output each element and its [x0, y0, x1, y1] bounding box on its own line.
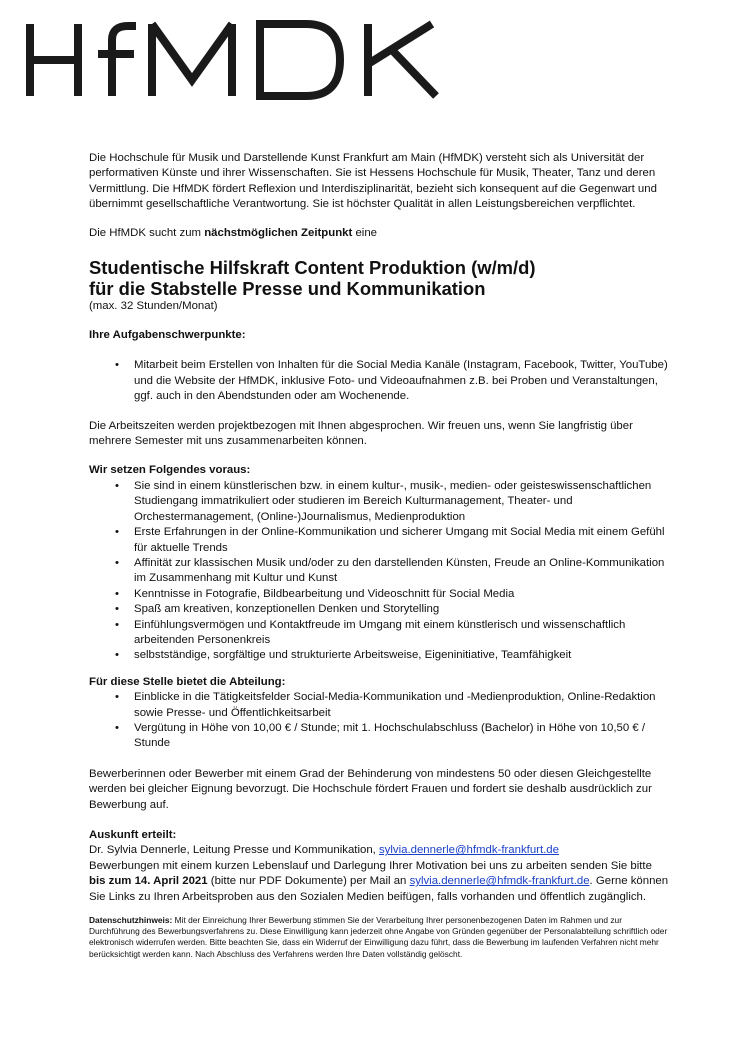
- job-posting: [89, 151, 669, 960]
- contact-email-link[interactable]: sylvia.dennerle@hfmdk-frankfurt.de: [378, 844, 559, 857]
- list-item: • Einfühlungsvermögen und Kontaktfreude im Umgang mit einem künstlerisch und wissenschaftlich arbeitenden Personenkreis: [89, 618, 669, 649]
- apply-email-link[interactable]: sylvia.dennerle@hfmdk-frankfurt.de: [409, 875, 590, 888]
- list-item: • Affinität zur klassischen Musik und/oder zu den darstellenden Künsten, Freude an Online-Kommunikation im Zusammenhang mit Kultur und Kunst: [89, 556, 669, 587]
- list-item: • Mitarbeit beim Erstellen von Inhalten für die Social Media Kanäle (Instagram, Facebook, Twitter, YouTube) und die Website der HfMDK, inklusive Foto- und Videoaufnahmen z.B. bei Proben und Veranstaltungen, ggf. auch in den Abendstunden oder am Wochenende.: [89, 358, 669, 404]
- privacy-text: Mit der Einreichung Ihrer Bewerbung stimmen Sie der Verarbeitung Ihrer personenbezogenen Daten im Rahmen und zur Durchführung des Bewerbungsverfahrens zu. Diese Einwilligung kann jederzeit ohne Angabe von Gründen gegenüber der Personalabteilung schriftlich oder elektronisch widerrufen werden. Bitte beachten Sie, dass ein Widerruf der Einwilligung dazu führt, dass die Bewerbung im laufenden Verfahren nicht mehr berücksichtigt werden kann. Nach Abschluss des Verfahrens werden Ihre Daten vollständig gelöscht.: [89, 915, 668, 959]
- list-item: • Kenntnisse in Fotografie, Bildbearbeitung und Videoschnitt für Social Media: [89, 587, 669, 602]
- requirements-heading: Wir setzen Folgendes voraus:: [89, 464, 251, 477]
- list-item: • Erste Erfahrungen in der Online-Kommunikation und sicherer Umgang mit Social Media mit einem Gefühl für aktuelle Trends: [89, 525, 669, 556]
- intro-paragraph: Die Hochschule für Musik und Darstellende Kunst Frankfurt am Main (HfMDK) versteht sich als Universität der performativen Künste und ihrer Wissenschaften. Sie ist Hessens Hochschule für Musik, Theater, Tanz und deren Vermittlung. Die HfMDK fördert Reflexion und Interdisziplinarität, bezieht sich konsequent auf die Gegenwart und übernimmt gesellschaftliche Verantwortung. Sie ist höchster Qualität in allen Leistungsbereichen verpflichtet.: [89, 152, 657, 211]
- job-title: [89, 257, 669, 299]
- requirements-list: [89, 479, 669, 664]
- list-item: • Einblicke in die Tätigkeitsfelder Social-Media-Kommunikation und -Medienproduktion, Online-Redaktion sowie Presse- und Öffentlichkeitsarbeit: [89, 690, 669, 721]
- hfmdk-logo: [20, 14, 450, 106]
- contact-person: [89, 843, 669, 858]
- offer-heading: Für diese Stelle bietet die Abteilung:: [89, 675, 286, 688]
- list-item: • selbstständige, sorgfältige und strukturierte Arbeitsweise, Eigeninitiative, Teamfähigkeit: [89, 648, 669, 663]
- search-line: [89, 226, 669, 241]
- job-hours: (max. 32 Stunden/Monat): [89, 300, 218, 313]
- working-hours-paragraph: Die Arbeitszeiten werden projektbezogen mit Ihnen abgesprochen. Wir freuen uns, wenn Sie langfristig über mehrere Semester mit uns zusammenarbeiten können.: [89, 419, 633, 448]
- list-item: • Vergütung in Höhe von 10,00 € / Stunde; mit 1. Hochschulabschluss (Bachelor) in Höhe von 10,50 € / Stunde: [89, 721, 669, 752]
- application-paragraph: [89, 859, 669, 905]
- search-timing: nächstmöglichen Zeitpunkt: [204, 226, 353, 239]
- tasks-list: [89, 358, 669, 404]
- tasks-heading: Ihre Aufgabenschwerpunkte:: [89, 329, 246, 342]
- equality-paragraph: Bewerberinnen oder Bewerber mit einem Grad der Behinderung von mindestens 50 oder diesen Gleichgestellte werden bei gleicher Eignung bevorzugt. Die Hochschule fördert Frauen und fordert sie deshalb ausdrücklich zur Bewerbung auf.: [89, 767, 652, 811]
- privacy-label: Datenschutzhinweis:: [89, 915, 173, 926]
- contact-person-text: Dr. Sylvia Dennerle, Leitung Presse und Kommunikation,: [89, 844, 379, 857]
- job-title-line2: für die Stabstelle Presse und Kommunikation: [89, 278, 486, 300]
- offer-list: [89, 690, 669, 752]
- apply-text-1: Bewerbungen mit einem kurzen Lebenslauf und Darlegung Ihrer Motivation bei uns zu arbeiten senden Sie bitte: [89, 859, 652, 872]
- apply-deadline: bis zum 14. April 2021: [89, 875, 208, 888]
- privacy-notice: [89, 915, 669, 960]
- search-prefix: Die HfMDK sucht zum: [89, 226, 205, 239]
- contact-heading: Auskunft erteilt:: [89, 829, 177, 841]
- apply-text-2: (bitte nur PDF Dokumente) per Mail an: [207, 875, 410, 888]
- list-item: • Sie sind in einem künstlerischen bzw. in einem kultur-, musik-, medien- oder geisteswissenschaftlichen Studiengang immatrikuliert oder studieren im Bereich Kulturmanagement, Theater- und Orchestermanagement, (Online-)Journalismus, Medienproduktion: [89, 479, 669, 525]
- apply-text-3: . Gerne können Sie Links zu Ihren Arbeitsproben aus den Sozialen Medien beifügen, falls vorhanden und öffentlich zugänglich.: [89, 875, 669, 903]
- job-title-line1: Studentische Hilfskraft Content Produktion (w/m/d): [89, 257, 536, 279]
- search-suffix: eine: [352, 226, 377, 239]
- list-item: • Spaß am kreativen, konzeptionellen Denken und Storytelling: [89, 602, 669, 617]
